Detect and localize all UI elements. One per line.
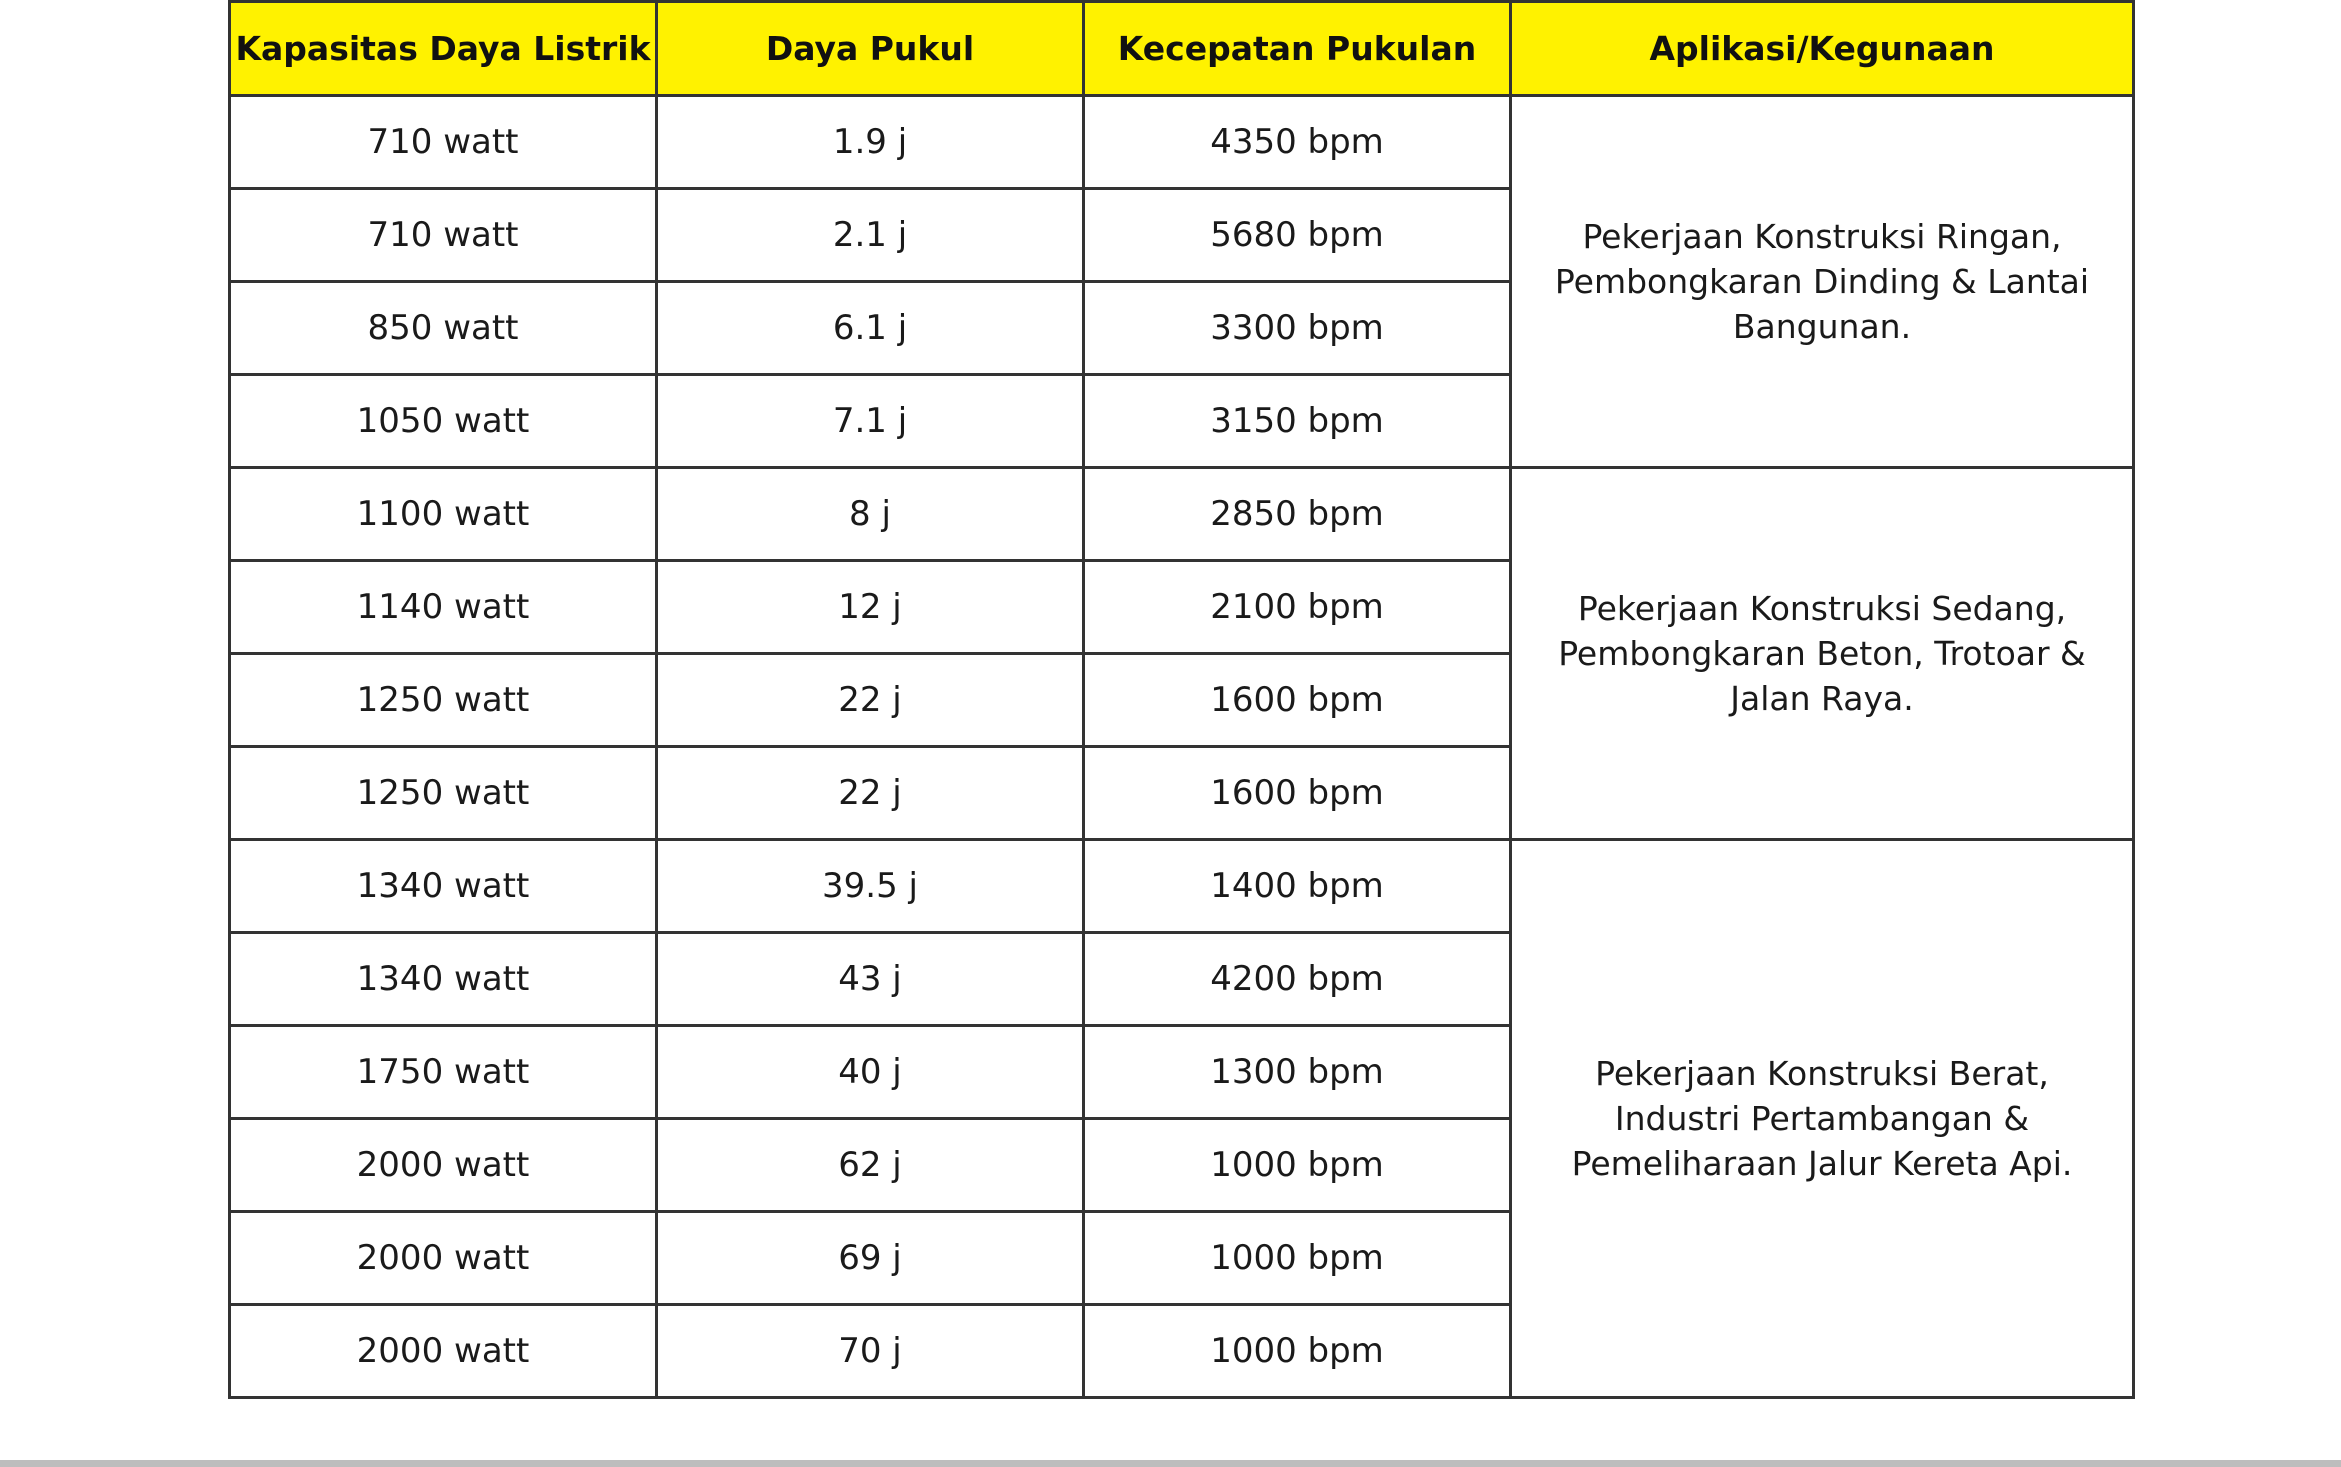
energy-cell: 39.5 j bbox=[657, 840, 1084, 933]
rate-cell: 1000 bpm bbox=[1084, 1119, 1511, 1212]
rate-cell: 1000 bpm bbox=[1084, 1305, 1511, 1398]
table-row bbox=[230, 840, 2134, 933]
rate-cell: 4350 bpm bbox=[1084, 96, 1511, 189]
rate-cell: 2850 bpm bbox=[1084, 468, 1511, 561]
rate-cell: 3300 bpm bbox=[1084, 282, 1511, 375]
rate-cell: 1400 bpm bbox=[1084, 840, 1511, 933]
power-cell: 2000 watt bbox=[230, 1119, 657, 1212]
table-body bbox=[230, 96, 2134, 1398]
energy-cell: 22 j bbox=[657, 747, 1084, 840]
rate-cell: 4200 bpm bbox=[1084, 933, 1511, 1026]
energy-cell: 1.9 j bbox=[657, 96, 1084, 189]
header-impact-rate: Kecepatan Pukulan bbox=[1084, 2, 1511, 96]
rate-cell: 5680 bpm bbox=[1084, 189, 1511, 282]
rate-cell: 1000 bpm bbox=[1084, 1212, 1511, 1305]
energy-cell: 6.1 j bbox=[657, 282, 1084, 375]
header-power-capacity: Kapasitas Daya Listrik bbox=[230, 2, 657, 96]
header-impact-energy: Daya Pukul bbox=[657, 2, 1084, 96]
energy-cell: 62 j bbox=[657, 1119, 1084, 1212]
power-cell: 2000 watt bbox=[230, 1212, 657, 1305]
bottom-divider bbox=[0, 1460, 2341, 1467]
power-cell: 1340 watt bbox=[230, 840, 657, 933]
energy-cell: 70 j bbox=[657, 1305, 1084, 1398]
energy-cell: 22 j bbox=[657, 654, 1084, 747]
power-cell: 850 watt bbox=[230, 282, 657, 375]
header-application: Aplikasi/Kegunaan bbox=[1511, 2, 2134, 96]
rate-cell: 1600 bpm bbox=[1084, 654, 1511, 747]
power-cell: 710 watt bbox=[230, 96, 657, 189]
power-cell: 710 watt bbox=[230, 189, 657, 282]
energy-cell: 69 j bbox=[657, 1212, 1084, 1305]
energy-cell: 2.1 j bbox=[657, 189, 1084, 282]
energy-cell: 40 j bbox=[657, 1026, 1084, 1119]
power-cell: 1250 watt bbox=[230, 654, 657, 747]
energy-cell: 43 j bbox=[657, 933, 1084, 1026]
application-cell-heavy: Pekerjaan Konstruksi Berat, Industri Pertambangan & Pemeliharaan Jalur Kereta Api. bbox=[1511, 840, 2134, 1398]
rate-cell: 1600 bpm bbox=[1084, 747, 1511, 840]
power-cell: 1050 watt bbox=[230, 375, 657, 468]
application-cell-medium: Pekerjaan Konstruksi Sedang, Pembongkaran Beton, Trotoar & Jalan Raya. bbox=[1511, 468, 2134, 840]
energy-cell: 12 j bbox=[657, 561, 1084, 654]
spec-table bbox=[228, 0, 2135, 1399]
power-cell: 1250 watt bbox=[230, 747, 657, 840]
header-row bbox=[230, 2, 2134, 96]
rate-cell: 2100 bpm bbox=[1084, 561, 1511, 654]
power-cell: 1750 watt bbox=[230, 1026, 657, 1119]
power-cell: 1100 watt bbox=[230, 468, 657, 561]
energy-cell: 7.1 j bbox=[657, 375, 1084, 468]
power-cell: 1340 watt bbox=[230, 933, 657, 1026]
application-cell-light: Pekerjaan Konstruksi Ringan, Pembongkaran Dinding & Lantai Bangunan. bbox=[1511, 96, 2134, 468]
power-cell: 1140 watt bbox=[230, 561, 657, 654]
power-cell: 2000 watt bbox=[230, 1305, 657, 1398]
table-row bbox=[230, 96, 2134, 189]
rate-cell: 1300 bpm bbox=[1084, 1026, 1511, 1119]
energy-cell: 8 j bbox=[657, 468, 1084, 561]
rate-cell: 3150 bpm bbox=[1084, 375, 1511, 468]
table-header bbox=[230, 2, 2134, 96]
table-row bbox=[230, 468, 2134, 561]
